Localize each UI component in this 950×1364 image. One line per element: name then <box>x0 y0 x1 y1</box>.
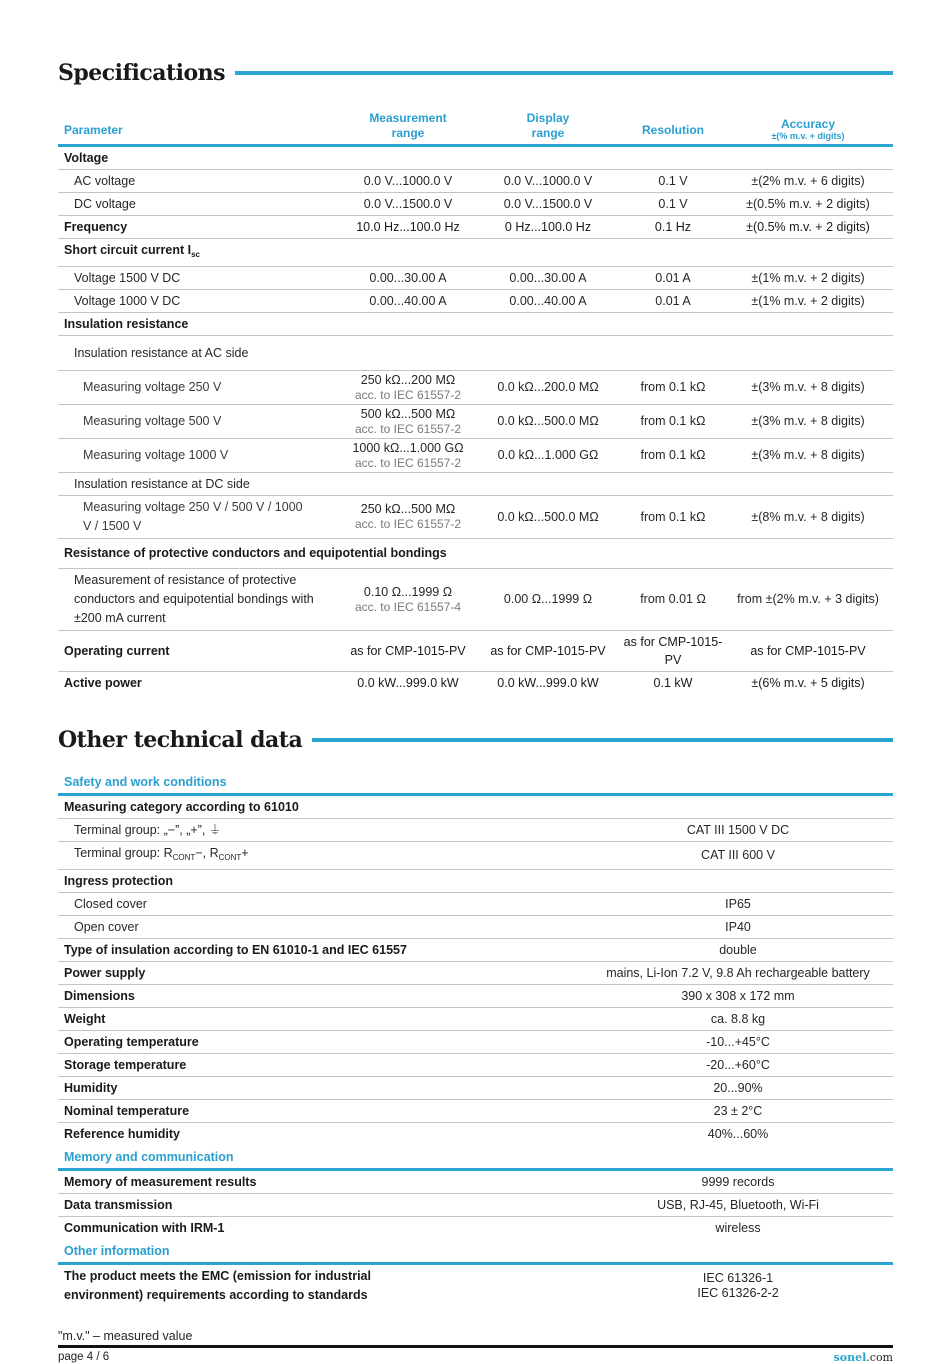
page-footer <box>58 1351 893 1364</box>
heading-rule <box>312 738 893 742</box>
table-row: Insulation resistance at AC side <box>58 335 893 370</box>
table-row: Operating current as for CMP-1015-PV as for CMP-1015-PV as for CMP-1015-PV as for CMP-1015-PV <box>58 630 893 671</box>
category-row: Memory and communication <box>58 1145 893 1170</box>
section-title: Other technical data <box>58 727 312 753</box>
specifications-table <box>58 101 893 694</box>
table-row: Storage temperature -20...+60°C <box>58 1053 893 1076</box>
col-header-parameter: Parameter <box>58 101 343 145</box>
table-row: Dimensions 390 x 308 x 172 mm <box>58 984 893 1007</box>
table-row: Reference humidity 40%...60% <box>64 1126 769 1141</box>
other-technical-data-heading <box>58 720 893 760</box>
table-row: DC voltage 0.0 V...1500.0 V 0.0 V...1500.0 V 0.1 V ±(0.5% m.v. + 2 digits) <box>58 192 893 215</box>
table-row: Measurement of resistance of protective conductors and equipotential bondings with ±200 mA current 0.10 Ω...1999 Ω acc. to IEC 61557-4 0.00 Ω...1999 Ω from 0.01 Ω from ±(2% m.v. + 3 digits) <box>58 568 893 630</box>
table-row: Voltage 1500 V DC 0.00...30.00 A 0.00...30.00 A 0.01 A ±(1% m.v. + 2 digits) <box>58 266 893 289</box>
brand-logo[interactable]: sonel.com <box>833 1350 893 1364</box>
other-technical-data-table <box>58 770 893 1307</box>
table-row: Frequency 10.0 Hz...100.0 Hz 0 Hz...100.0 Hz 0.1 Hz ±(0.5% m.v. + 2 digits) <box>58 215 893 238</box>
table-row: Resistance of protective conductors and equipotential bondings <box>58 538 893 568</box>
table-row: AC voltage 0.0 V...1000.0 V 0.0 V...1000.0 V 0.1 V ±(2% m.v. + 6 digits) <box>58 169 893 192</box>
table-row: Operating temperature -10...+45°C <box>58 1030 893 1053</box>
table-row: Measuring voltage 250 V / 500 V / 1000 V / 1500 V 250 kΩ...500 MΩ acc. to IEC 61557-2 0.0 kΩ...500.0 MΩ from 0.1 kΩ ±(8% m.v. + 8 digits) <box>58 495 893 538</box>
col-header-measurement-range: Measurement range <box>343 101 473 145</box>
table-row: Insulation resistance at DC side <box>58 472 893 495</box>
col-header-accuracy: Accuracy ±(% m.v. + digits) <box>723 101 893 145</box>
table-row: Closed cover IP65 <box>58 892 893 915</box>
table-row: Data transmission USB, RJ-45, Bluetooth, Wi-Fi <box>58 1193 893 1216</box>
table-row: Memory of measurement results 9999 records <box>58 1169 893 1193</box>
table-row: Nominal temperature 23 ± 2°C <box>58 1099 893 1122</box>
table-row: Type of insulation according to EN 61010-1 and IEC 61557 double <box>58 938 893 961</box>
table-row: Communication with IRM-1 wireless <box>64 1220 761 1235</box>
table-row: Measuring voltage 500 V 500 kΩ...500 MΩ acc. to IEC 61557-2 0.0 kΩ...500.0 MΩ from 0.1 kΩ ±(3% m.v. + 8 digits) <box>58 404 893 438</box>
table-row: Short circuit current $I_{sc}$ <box>58 238 893 266</box>
table-row: Measuring voltage 250 V 250 kΩ...200 MΩ acc. to IEC 61557-2 0.0 kΩ...200.0 MΩ from 0.1 kΩ ±(3% m.v. + 8 digits) <box>58 370 893 404</box>
table-row: Ingress protection <box>58 869 893 892</box>
table-row: Open cover IP40 <box>58 915 893 938</box>
table-row: Measuring category according to 61010 <box>58 794 893 818</box>
table-row: Weight ca. 8.8 kg <box>58 1007 893 1030</box>
table-row: Measuring voltage 1000 V 1000 kΩ...1.000 GΩ acc. to IEC 61557-2 0.0 kΩ...1.000 GΩ from 0.1 kΩ ±(3% m.v. + 8 digits) <box>58 438 893 472</box>
heading-rule <box>235 71 893 75</box>
specifications-heading <box>58 53 893 93</box>
table-row: Voltage <box>58 145 893 169</box>
spec-sheet-page <box>58 0 893 1364</box>
page-number: page 4 / 6 <box>58 1350 110 1363</box>
col-header-resolution: Resolution <box>623 101 723 145</box>
category-row: Other information <box>58 1239 893 1264</box>
table-row: Terminal group: $R_{CONT}-$, $R_{CONT}+$ CAT III 600 V <box>58 841 893 869</box>
col-header-display-range: Display range <box>473 101 623 145</box>
table-row: Voltage 1000 V DC 0.00...40.00 A 0.00...40.00 A 0.01 A ±(1% m.v. + 2 digits) <box>58 289 893 312</box>
section-title: Specifications <box>58 60 235 86</box>
category-row: Safety and work conditions <box>58 770 893 795</box>
table-row: Insulation resistance <box>58 312 893 335</box>
footnote: "m.v." – measured value <box>58 1328 193 1343</box>
footer-rule <box>58 1345 893 1348</box>
table-row: Power supply mains, Li-Ion 7.2 V, 9.8 Ah rechargeable battery <box>58 961 893 984</box>
table-row: Active power 0.0 kW...999.0 kW 0.0 kW...999.0 kW 0.1 kW ±(6% m.v. + 5 digits) <box>64 675 865 690</box>
table-row: Terminal group: „−”, „+”, ⏚ CAT III 1500 V DC <box>58 818 893 841</box>
table-row: Humidity 20...90% <box>58 1076 893 1099</box>
table-row: The product meets the EMC (emission for industrial environment) requirements according to standards IEC 61326-1 IEC 61326-2-2 <box>64 1268 779 1302</box>
